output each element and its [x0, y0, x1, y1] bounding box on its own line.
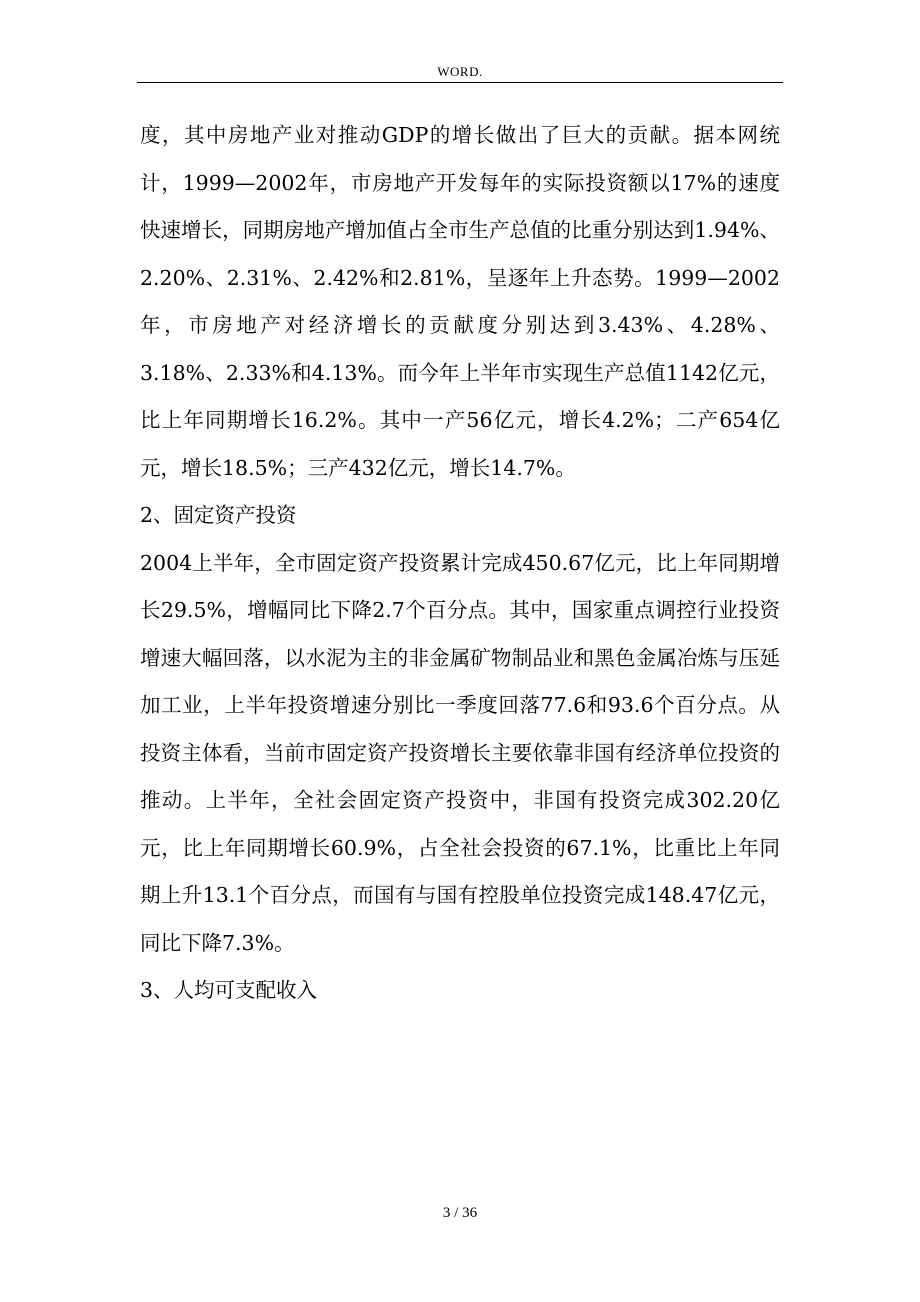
page-number: 3 / 36: [442, 1205, 478, 1221]
paragraph-fixed-asset-investment: 2004上半年，全市固定资产投资累计完成450.67亿元，比上年同期增长29.5%，增幅同比下降2.7个百分点。其中，国家重点调控行业投资增速大幅回落，以水泥为主的非金属矿物制品业和黑色金属冶炼与压延加工业，上半年投资增速分别比一季度回落77.6和93.6个百分点。从投资主体看，当前市固定资产投资增长主要依靠非国有经济单位投资的推动。上半年，全社会固定资产投资中，非国有投资完成302.20亿元，比上年同期增长60.9%，占全社会投资的67.1%，比重比上年同期上升13.1个百分点，而国有与国有控股单位投资完成148.47亿元，同比下降7.3%。: [140, 550, 780, 955]
header-rule: [137, 82, 783, 83]
paragraph-gdp-contribution: 度，其中房地产业对推动GDP的增长做出了巨大的贡献。据本网统计，1999—2002年，市房地产开发每年的实际投资额以17%的速度快速增长，同期房地产增加值占全市生产总值的比重分别达到1.94%、2.20%、2.31%、2.42%和2.81%，呈逐年上升态势。1999—2002年，市房地产对经济增长的贡献度分别达到3.43%、4.28%、3.18%、2.33%和4.13%。而今年上半年市实现生产总值1142亿元，比上年同期增长16.2%。其中一产56亿元，增长4.2%；二产654亿元，增长18.5%；三产432亿元，增长14.7%。: [140, 123, 780, 480]
document-body: [140, 112, 780, 1015]
section-heading-disposable-income: 3、人均可支配收入: [140, 978, 318, 1002]
section-heading-fixed-asset-investment: 2、固定资产投资: [140, 503, 297, 527]
page-header: WORD.: [437, 64, 483, 79]
